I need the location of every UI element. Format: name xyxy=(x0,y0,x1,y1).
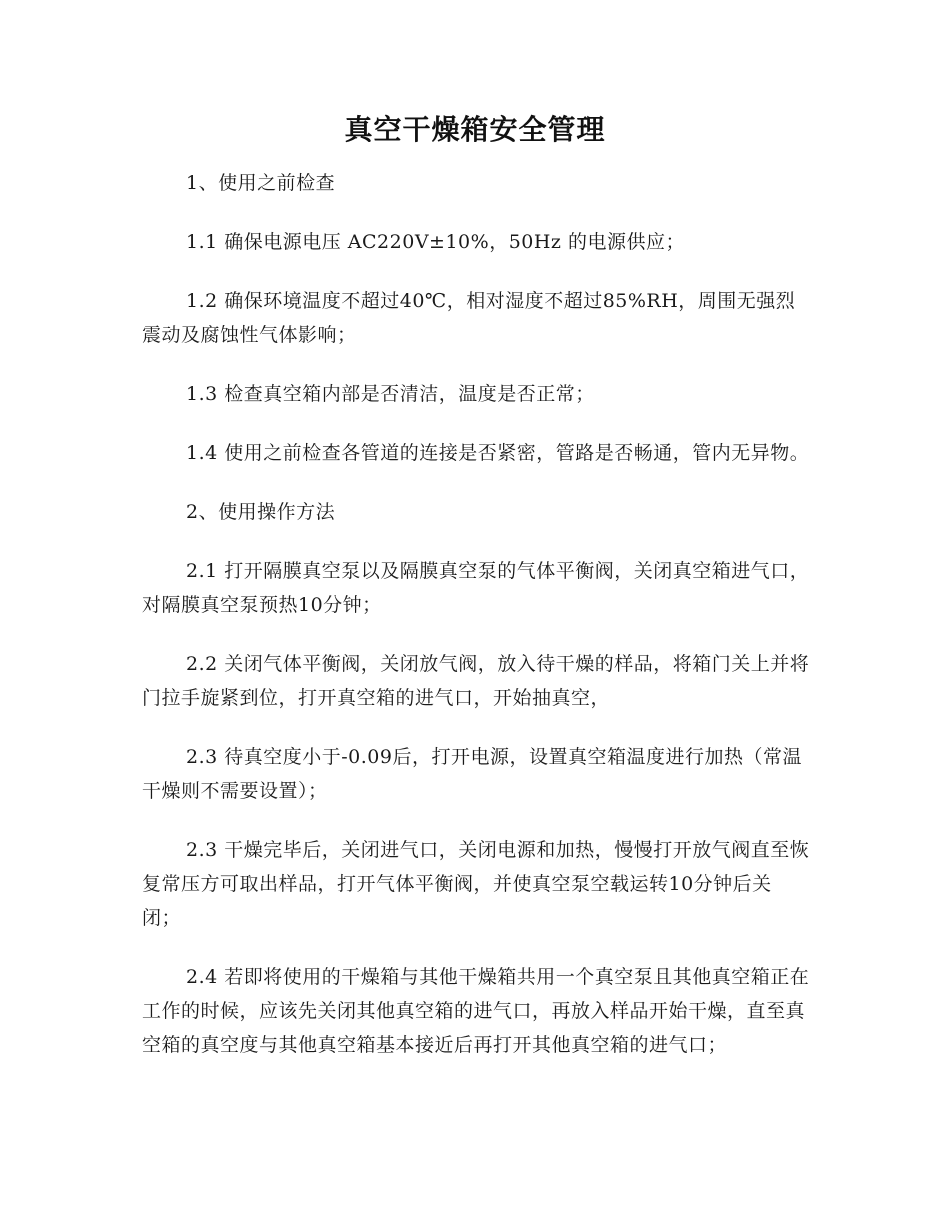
document-title: 真空干燥箱安全管理 xyxy=(344,113,606,146)
paragraph-2-1: 2.1 打开隔膜真空泵以及隔膜真空泵的气体平衡阀，关闭真空箱进气口，对隔膜真空泵预热10分钟； xyxy=(142,560,810,616)
document-body xyxy=(142,166,810,1087)
paragraph-2-3a: 2.3 待真空度小于-0.09后，打开电源，设置真空箱温度进行加热（常温干燥则不需要设置）； xyxy=(142,746,802,802)
paragraph-2-4: 2.4 若即将使用的干燥箱与其他干燥箱共用一个真空泵且其他真空箱正在工作的时候，应该先关闭其他真空箱的进气口，再放入样品开始干燥，直至真空箱的真空度与其他真空箱基本接近后再打开其他真空箱的进气口； xyxy=(142,966,810,1056)
section-heading-operation: 2、使用操作方法 xyxy=(186,501,336,523)
paragraph-1-4: 1.4 使用之前检查各管道的连接是否紧密，管路是否畅通，管内无异物。 xyxy=(186,442,810,464)
paragraph-1-1: 1.1 确保电源电压 AC220V±10%，50Hz 的电源供应； xyxy=(186,231,685,253)
paragraph-2-2: 2.2 关闭气体平衡阀，关闭放气阀，放入待干燥的样品，将箱门关上并将门拉手旋紧到位，打开真空箱的进气口，开始抽真空， xyxy=(142,653,810,709)
paragraph-1-2: 1.2 确保环境温度不超过40℃，相对湿度不超过85%RH，周围无强烈震动及腐蚀性气体影响； xyxy=(142,290,796,346)
section-heading-pre-use-check: 1、使用之前检查 xyxy=(186,172,336,194)
paragraph-2-3b: 2.3 干燥完毕后，关闭进气口，关闭电源和加热，慢慢打开放气阀直至恢复常压方可取出样品，打开气体平衡阀，并使真空泵空载运转10分钟后关闭； xyxy=(142,839,810,929)
paragraph-1-3: 1.3 检查真空箱内部是否清洁，温度是否正常； xyxy=(186,383,595,405)
